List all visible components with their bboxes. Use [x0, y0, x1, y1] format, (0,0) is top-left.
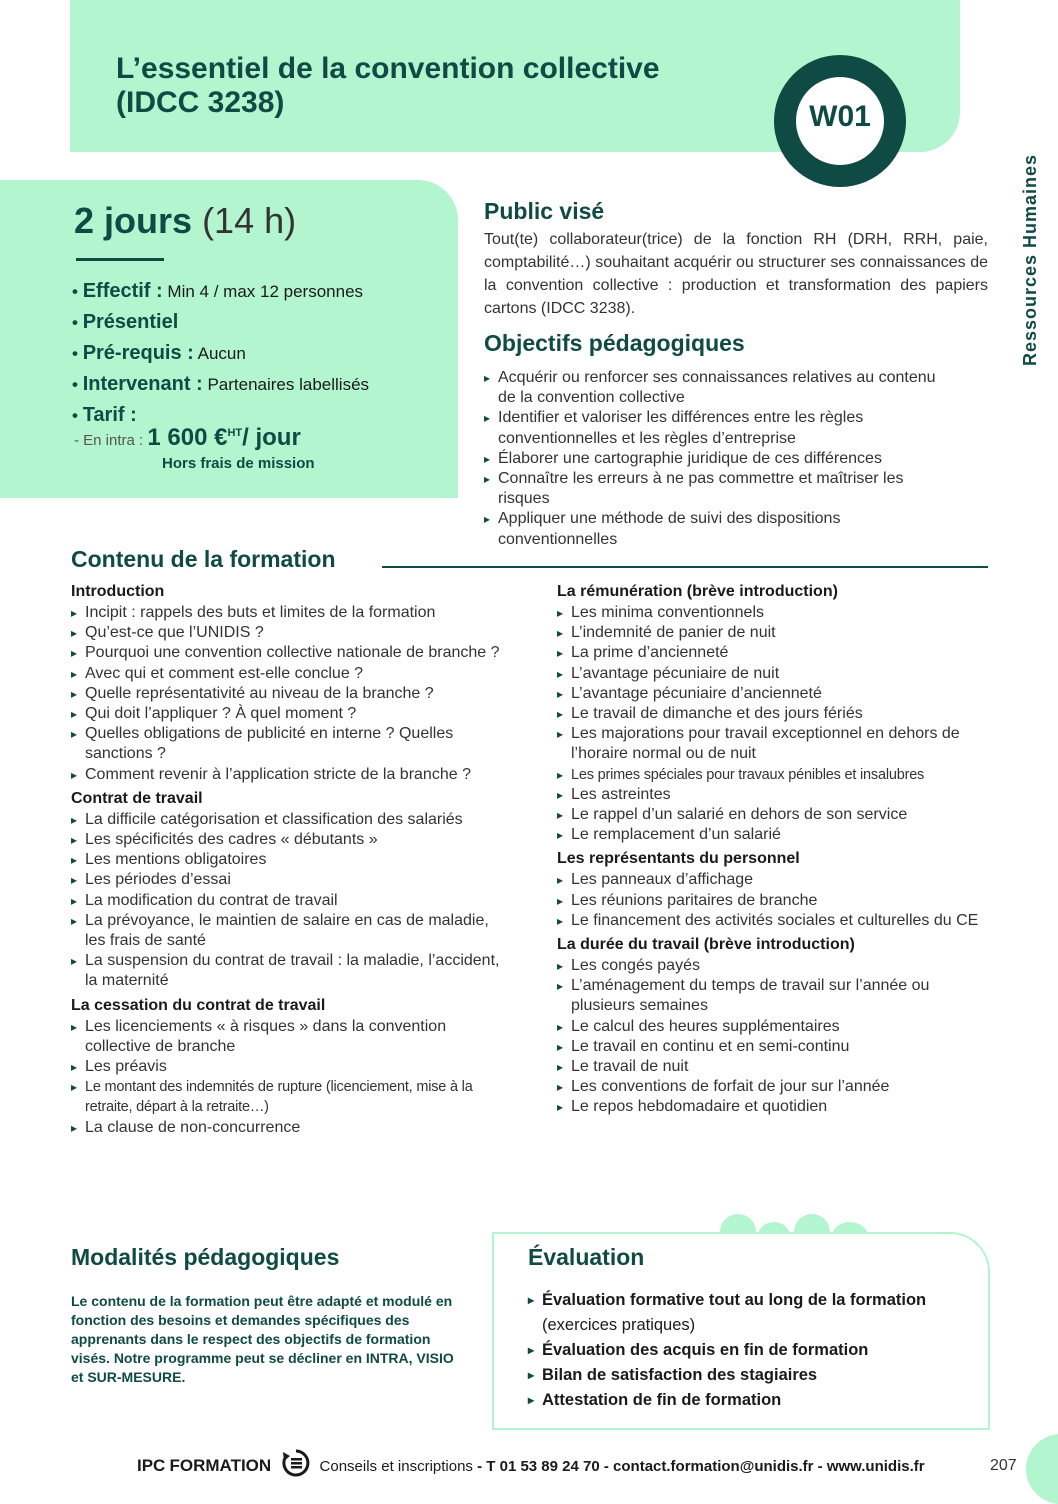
public-title: Public visé [484, 198, 605, 224]
list-item: ▸ La clause de non-concurrence [71, 1118, 501, 1138]
price-line [74, 424, 301, 452]
section-heading: La cessation du contrat de travail [71, 996, 326, 1014]
list-item: ▸ L’aménagement du temps de travail sur l’année ou plusieurs semaines [557, 976, 989, 1016]
section-heading: La durée du travail (brève introduction) [557, 936, 855, 954]
intra-label: - En intra : [74, 432, 144, 449]
list-item: ▸ Pourquoi une convention collective nationale de branche ? [71, 643, 501, 663]
list-item: ▸ L’indemnité de panier de nuit [557, 623, 989, 643]
info-item: • Pré-requis : Aucun [72, 342, 246, 364]
list-item: ▸ Les primes spéciales pour travaux pénibles et insalubres [557, 765, 989, 785]
list-item: ▸ Évaluation des acquis en fin de formation [528, 1338, 968, 1363]
list-item: ▸ Le financement des activités sociales et culturelles du CE [557, 911, 989, 931]
list-item: ▸ Les congés payés [557, 956, 989, 976]
list-item: ▸ Identifier et valoriser les différences entre les règles conventionnelles et les règles d’entreprise [484, 408, 954, 448]
list-item: ▸ Connaître les erreurs à ne pas commettre et maîtriser les risques [484, 469, 954, 509]
list-item: ▸ Les mentions obligatoires [71, 850, 501, 870]
content-column-left [71, 580, 501, 1140]
section-list [71, 1017, 501, 1138]
list-item: ▸ La suspension du contrat de travail : la maladie, l’accident, la maternité [71, 951, 501, 991]
price-unit: / jour [242, 424, 301, 451]
list-item: ▸ Les périodes d’essai [71, 870, 501, 890]
list-item: ▸ Les conventions de forfait de jour sur l’année [557, 1077, 989, 1097]
list-item: ▸ Comment revenir à l’application stricte de la branche ? [71, 765, 501, 785]
section-list [71, 810, 501, 992]
list-item: ▸ Qu’est-ce que l’UNIDIS ? [71, 623, 501, 643]
footer [137, 1456, 925, 1476]
category-label-text: Ressources Humaines [1020, 153, 1040, 367]
content-column-right [557, 580, 989, 1120]
list-item: ▸ Avec qui et comment est-elle conclue ? [71, 664, 501, 684]
objectives-list [484, 368, 954, 550]
objectives-title: Objectifs pédagogiques [484, 330, 745, 356]
list-item: ▸ Le repos hebdomadaire et quotidien [557, 1097, 989, 1117]
list-item: ▸ Les minima conventionnels [557, 603, 989, 623]
list-item: ▸ Le calcul des heures supplémentaires [557, 1017, 989, 1037]
brand-ipc: IPC [137, 1456, 166, 1475]
section-list [557, 603, 989, 845]
list-item: ▸ La modification du contrat de travail [71, 891, 501, 911]
list-item: ▸ Le rappel d’un salarié en dehors de son service [557, 805, 989, 825]
list-item: ▸ Le remplacement d’un salarié [557, 825, 989, 845]
brand-formation: FORMATION [169, 1456, 272, 1475]
list-item: ▸ Le travail de dimanche et des jours fériés [557, 704, 989, 724]
evaluation-title: Évaluation [528, 1244, 645, 1270]
section-heading: Les représentants du personnel [557, 850, 800, 868]
title-line-1: L’essentiel de la convention collective [116, 52, 660, 85]
title-line-2: (IDCC 3238) [116, 86, 285, 119]
list-item: ▸ Les préavis [71, 1057, 501, 1077]
refresh-list-icon [281, 1448, 311, 1478]
list-item: ▸ Les spécificités des cadres « débutants » [71, 830, 501, 850]
duration-hours: (14 h) [202, 200, 297, 241]
public-text: Tout(te) collaborateur(trice) de la fonction RH (DRH, RRH, paie, comptabilité…) souhaitant acquérir ou structurer ses connaissances de la convention collective : production et transformation des papiers cartons (IDCC 3238). [484, 231, 988, 317]
section-heading: Contrat de travail [71, 789, 203, 807]
corner-decoration [1026, 1434, 1058, 1504]
list-item: ▸ Acquérir ou renforcer ses connaissances relatives au contenu de la convention collective [484, 368, 954, 408]
footer-contact: - T 01 53 89 24 70 - contact.formation@unidis.fr - www.unidis.fr [477, 1458, 925, 1475]
list-item: ▸ Qui doit l’appliquer ? À quel moment ? [71, 704, 501, 724]
section-list [71, 603, 501, 785]
price-sup: HT [227, 427, 243, 439]
footer-conseils: Conseils et inscriptions [319, 1458, 473, 1475]
duration [74, 200, 296, 242]
category-side-label [1010, 150, 1050, 370]
list-item: ▸ Les licenciements « à risques » dans la convention collective de branche [71, 1017, 501, 1057]
list-item: ▸ L’avantage pécuniaire de nuit [557, 664, 989, 684]
list-item: ▸ La difficile catégorisation et classification des salariés [71, 810, 501, 830]
content-rule [382, 566, 988, 568]
list-item: ▸ La prévoyance, le maintien de salaire en cas de maladie, les frais de santé [71, 911, 501, 951]
list-item: ▸ L’avantage pécuniaire d’ancienneté [557, 684, 989, 704]
list-item: ▸ Incipit : rappels des buts et limites de la formation [71, 603, 501, 623]
list-item: ▸ Les majorations pour travail exceptionnel en dehors de l’horaire normal ou de nuit [557, 724, 989, 764]
divider [76, 258, 164, 261]
list-item: ▸ Évaluation formative tout au long de la formation (exercices pratiques) [528, 1288, 968, 1338]
list-item: ▸ Les astreintes [557, 785, 989, 805]
list-item: ▸ Appliquer une méthode de suivi des dispositions conventionnelles [484, 509, 954, 549]
content-title: Contenu de la formation [71, 546, 336, 572]
info-item: • Intervenant : Partenaires labellisés [72, 373, 370, 395]
modalities-title: Modalités pédagogiques [71, 1244, 340, 1270]
course-code: W01 [809, 100, 871, 133]
info-item: • Présentiel [72, 311, 179, 333]
page-number: 207 [990, 1457, 1017, 1474]
modalities-text: Le contenu de la formation peut être adapté et modulé en fonction des besoins et demandes spécifiques des apprenants dans le respect des objectifs de formation visés. Notre programme peut se décliner en INTRA, VISIO et SUR-MESURE. [71, 1293, 454, 1385]
list-item: ▸ Attestation de fin de formation [528, 1388, 968, 1413]
page-title [116, 52, 756, 120]
section-list [557, 870, 989, 931]
list-item: ▸ Le travail de nuit [557, 1057, 989, 1077]
mission-note: Hors frais de mission [162, 455, 315, 472]
info-item: • Tarif : [72, 404, 137, 426]
section-heading: La rémunération (brève introduction) [557, 583, 838, 600]
list-item: ▸ Les réunions paritaires de branche [557, 891, 989, 911]
list-item: ▸ Quelles obligations de publicité en interne ? Quelles sanctions ? [71, 724, 501, 764]
list-item: ▸ Bilan de satisfaction des stagiaires [528, 1363, 968, 1388]
duration-days: 2 jours [74, 200, 193, 241]
price: 1 600 € [147, 424, 228, 451]
evaluation-list [528, 1288, 968, 1413]
list-item: ▸ Les panneaux d’affichage [557, 870, 989, 890]
list-item: ▸ La prime d’ancienneté [557, 643, 989, 663]
section-list [557, 956, 989, 1118]
section-heading: Introduction [71, 583, 165, 600]
list-item: ▸ Le travail en continu et en semi-continu [557, 1037, 989, 1057]
list-item: ▸ Le montant des indemnités de rupture (licenciement, mise à la retraite, départ à la retraite…) [71, 1077, 501, 1117]
info-list [72, 276, 452, 431]
info-item: • Effectif : Min 4 / max 12 personnes [72, 280, 364, 302]
list-item: ▸ Élaborer une cartographie juridique de ces différences [484, 449, 954, 469]
list-item: ▸ Quelle représentativité au niveau de la branche ? [71, 684, 501, 704]
